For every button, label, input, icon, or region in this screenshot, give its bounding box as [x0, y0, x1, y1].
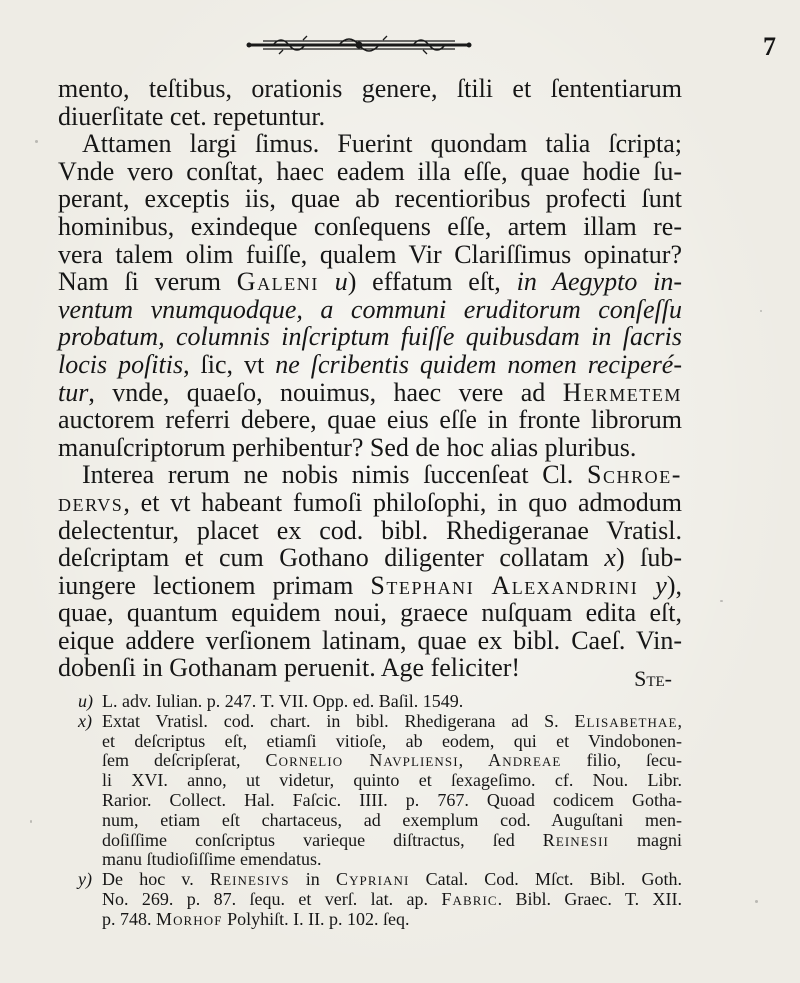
- text-segment: Schroe-: [586, 460, 682, 490]
- text-segment: et deſcriptus eſt, etiamſi vitioſe, ab eodem, qui et Vindobonen-: [102, 730, 682, 751]
- text-segment: Galeni: [236, 267, 319, 297]
- text-segment: Catal. Cod. Mſct. Bibl. Goth.: [409, 869, 682, 890]
- text-segment: eique addere verſionem latinam, quae ex bibl. Caeſ. Vin-: [58, 625, 682, 655]
- text-segment: manuſcriptorum perhibentur? Sed de hoc alias pluribus.: [58, 432, 637, 462]
- text-segment: Rarior. Collect. Hal. Faſcic. IIII. p. 767. Quoad codicem Gotha-: [102, 789, 682, 810]
- footnote-line: [78, 771, 682, 791]
- text-segment: . Bibl. Graec. T. XII.: [497, 888, 682, 909]
- footnote-line: [78, 732, 682, 752]
- text-line: [58, 654, 682, 682]
- text-segment: doſiſſime conſcriptus varieque diſtractus, ſed: [102, 829, 543, 850]
- text-segment: ) effatum eſt,: [347, 267, 517, 297]
- text-segment: filio, ſecu-: [561, 750, 682, 771]
- text-line: [58, 130, 682, 158]
- text-segment: u: [318, 267, 348, 297]
- text-segment: ventum vnumquodque, a communi eruditorum conſeſſu: [58, 294, 682, 324]
- paper-speck: [760, 310, 762, 312]
- text-segment: ,: [677, 710, 682, 731]
- text-segment: mento, teſtibus, orationis genere, ſtili et ſententiarum: [58, 74, 682, 103]
- text-segment: manu ſtudioſiſſime emendatus.: [102, 849, 322, 870]
- footnote-marker: x): [78, 710, 92, 731]
- text-segment: Cypriani: [335, 869, 410, 890]
- text-line: [58, 461, 682, 489]
- text-segment: num, etiam eſt chartaceus, ad exemplum cod. Auguſtani men-: [102, 809, 682, 830]
- text-line: [58, 434, 682, 462]
- text-line: [58, 103, 682, 131]
- footnote-line: [78, 831, 682, 851]
- footnote-line: [78, 712, 682, 732]
- text-segment: Nam ſi verum: [58, 267, 237, 297]
- text-segment: x: [604, 543, 616, 573]
- text-segment: ne ſcribentis quidem nomen reciperé-: [275, 349, 683, 379]
- text-segment: Fabric: [441, 888, 498, 909]
- paper-speck: [35, 140, 38, 143]
- page-header: [0, 28, 800, 68]
- text-line: [58, 406, 682, 434]
- text-segment: delectentur, placet ex cod. bibl. Rhedigeranae Vratisl.: [58, 515, 682, 545]
- main-text: [58, 75, 682, 682]
- text-line: [58, 158, 682, 186]
- text-line: [58, 599, 682, 627]
- footnote-line: [78, 850, 682, 870]
- text-line: [58, 351, 682, 379]
- footnote-line: [78, 910, 682, 930]
- text-segment: Extat Vratisl. cod. chart. in bibl. Rhedigerana ad S.: [102, 710, 575, 731]
- text-segment: , ſic, vt: [183, 349, 276, 379]
- paper-speck: [755, 900, 758, 903]
- text-line: [58, 489, 682, 517]
- text-segment: Hermetem: [562, 377, 682, 407]
- text-line: [58, 544, 682, 572]
- text-line: [58, 268, 682, 296]
- footnote-line: [78, 791, 682, 811]
- text-segment: Morhof: [156, 908, 223, 929]
- text-segment: li XVI. anno, ut videtur, quinto et ſexageſimo. cf. Nou. Libr.: [102, 770, 682, 791]
- text-segment: probatum, columnis inſcriptum fuiſſe quibusdam in ſacris: [58, 322, 682, 352]
- text-segment: diuerſitate cet. repetuntur.: [58, 101, 326, 131]
- page-number: 7: [763, 32, 776, 61]
- text-segment: ) ſub-: [615, 543, 682, 573]
- text-segment: Elisabethae: [574, 710, 678, 731]
- text-line: [58, 517, 682, 545]
- footnote-line: [78, 890, 682, 910]
- text-segment: tur: [58, 377, 89, 407]
- floral-ornament-icon: [243, 32, 475, 58]
- text-line: [58, 572, 682, 600]
- text-segment: Stephani Alexandrini: [370, 570, 639, 600]
- text-segment: ),: [666, 570, 682, 600]
- footnote-line: [78, 692, 682, 712]
- text-line: [58, 75, 682, 103]
- text-line: [58, 627, 682, 655]
- text-segment: quae, quantum equidem noui, graece nuſquam edita eſt,: [58, 598, 682, 628]
- text-segment: deſcriptam et cum Gothano diligenter collatam: [58, 543, 605, 573]
- text-line: [58, 296, 682, 324]
- text-line: [58, 241, 682, 269]
- text-segment: magni: [608, 829, 682, 850]
- text-segment: auctorem referri debere, quae eius eſſe in fronte librorum: [58, 405, 682, 435]
- text-segment: , vnde, quaeſo, nouimus, haec vere ad: [88, 377, 563, 407]
- paper-speck: [30, 820, 32, 823]
- paper-speck: [720, 600, 723, 602]
- text-segment: , et vt habeant fumoſi philoſophi, in quo admodum: [123, 487, 682, 517]
- text-segment: Polyhiſt. I. II. p. 102. ſeq.: [222, 908, 410, 929]
- text-segment: No. 269. p. 87. ſequ. et verſ. lat. ap.: [102, 888, 442, 909]
- text-line: [58, 213, 682, 241]
- text-segment: dobenſi in Gothanam peruenit. Age feliciter!: [58, 653, 521, 683]
- text-segment: Vnde vero conſtat, haec eadem illa eſſe, quae hodie ſu-: [58, 156, 682, 186]
- text-segment: vera talem olim fuiſſe, qualem Vir Clariſſimus opinatur?: [58, 239, 682, 269]
- text-segment: p. 748.: [102, 908, 156, 929]
- footnote-line: [78, 870, 682, 890]
- text-segment: iungere lectionem primam: [58, 570, 371, 600]
- footnote-line: [78, 751, 682, 771]
- footnote-marker: y): [78, 869, 92, 890]
- text-segment: hominibus, exindeque conſequens eſſe, artem illam re-: [58, 211, 682, 241]
- text-segment: ſem deſcripſerat,: [102, 750, 266, 771]
- text-segment: Interea rerum ne nobis nimis ſuccenſeat Cl.: [82, 460, 587, 490]
- text-segment: Cornelio Navpliensi: [265, 750, 459, 771]
- text-segment: L. adv. Iulian. p. 247. T. VII. Opp. ed. Baſil. 1549.: [102, 691, 464, 711]
- text-segment: in Aegypto in-: [516, 267, 682, 297]
- text-segment: perant, exceptis iis, quae ab recentioribus profecti ſunt: [58, 184, 682, 214]
- text-line: [58, 379, 682, 407]
- text-line: [58, 185, 682, 213]
- text-line: [58, 323, 682, 351]
- footnote-line: [78, 811, 682, 831]
- text-segment: Andreae: [488, 750, 562, 771]
- text-segment: y: [638, 570, 667, 600]
- text-segment: locis poſitis: [58, 349, 184, 379]
- text-segment: Reinesii: [542, 829, 609, 850]
- text-segment: ,: [458, 750, 489, 771]
- text-segment: De hoc v.: [102, 869, 210, 890]
- catchword: Ste-: [634, 666, 672, 691]
- text-segment: dervs: [58, 487, 124, 517]
- footnote-marker: u): [78, 691, 93, 711]
- text-segment: in: [289, 869, 336, 890]
- footnotes: [78, 692, 682, 930]
- text-segment: Reinesivs: [210, 869, 290, 890]
- text-segment: Attamen largi ſimus. Fuerint quondam talia ſcripta;: [82, 129, 682, 159]
